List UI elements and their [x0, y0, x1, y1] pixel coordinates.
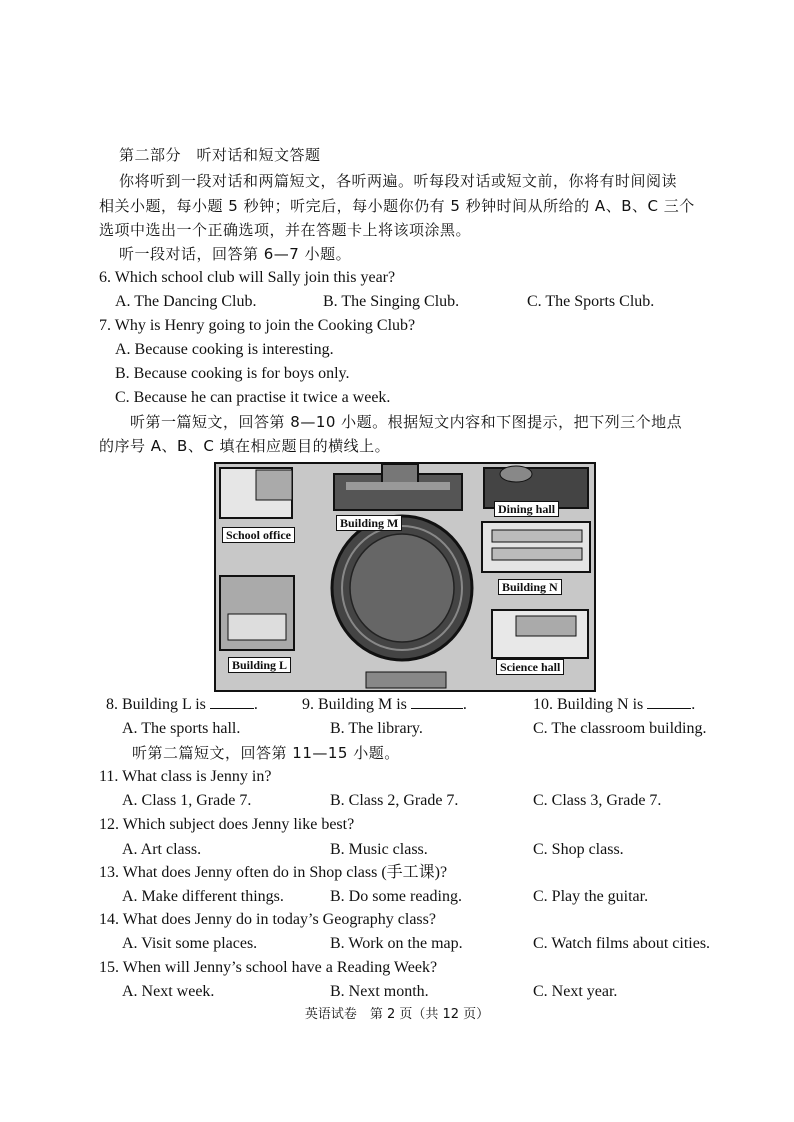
question-10-blank[interactable]	[647, 696, 691, 709]
q13-option-a: A. Make different things.	[122, 888, 284, 905]
q12-option-b: B. Music class.	[330, 841, 428, 858]
question-11: 11. What class is Jenny in?	[99, 768, 272, 785]
q13-option-b: B. Do some reading.	[330, 888, 462, 905]
map-label-building-n: Building N	[498, 579, 562, 595]
question-10-text: 10. Building N is	[533, 696, 644, 713]
q15-option-c: C. Next year.	[533, 983, 618, 1000]
q12-option-c: C. Shop class.	[533, 841, 624, 858]
question-6: 6. Which school club will Sally join this year?	[99, 269, 396, 286]
question-13: 13. What does Jenny often do in Shop class (手工课)?	[99, 864, 448, 881]
q13-option-c: C. Play the guitar.	[533, 888, 649, 905]
instruction-line-2: 相关小题，每小题 5 秒钟；听完后，每小题你仍有 5 秒钟时间从所给的 A、B、C 三个	[99, 197, 695, 215]
section2-intro-2: 的序号 A、B、C 填在相应题目的横线上。	[99, 437, 391, 455]
question-8: 8. Building L is .	[106, 696, 258, 713]
q14-option-c: C. Watch films about cities.	[533, 935, 711, 952]
question-12: 12. Which subject does Jenny like best?	[99, 816, 355, 833]
q6-option-a: A. The Dancing Club.	[115, 293, 257, 310]
q14-option-b: B. Work on the map.	[330, 935, 463, 952]
campus-map	[214, 462, 596, 692]
q11-option-b: B. Class 2, Grade 7.	[330, 792, 459, 809]
map-label-school-office: School office	[222, 527, 295, 543]
section3-intro: 听第二篇短文，回答第 11—15 小题。	[132, 744, 400, 762]
question-9: 9. Building M is .	[302, 696, 467, 713]
instruction-line-1: 你将听到一段对话和两篇短文，各听两遍。听每段对话或短文前，你将有时间阅读	[119, 172, 678, 190]
q12-option-a: A. Art class.	[122, 841, 202, 858]
q15-option-b: B. Next month.	[330, 983, 429, 1000]
question-9-text: 9. Building M is	[302, 696, 407, 713]
question-8-text: 8. Building L is	[106, 696, 206, 713]
q6-option-c: C. The Sports Club.	[527, 293, 655, 310]
question-9-blank[interactable]	[411, 696, 463, 709]
map-label-science-hall: Science hall	[496, 659, 564, 675]
section2-intro-1: 听第一篇短文，回答第 8—10 小题。根据短文内容和下图提示，把下列三个地点	[130, 413, 683, 431]
question-10: 10. Building N is .	[533, 696, 696, 713]
page-footer: 英语试卷 第 2 页（共 12 页）	[304, 1007, 490, 1022]
question-14: 14. What does Jenny do in today’s Geography class?	[99, 911, 436, 928]
section1-intro: 听一段对话，回答第 6—7 小题。	[119, 245, 352, 263]
question-8-blank[interactable]	[210, 696, 254, 709]
q8-10-option-c: C. The classroom building.	[533, 720, 707, 737]
q6-option-b: B. The Singing Club.	[323, 293, 460, 310]
q15-option-a: A. Next week.	[122, 983, 215, 1000]
part-heading: 第二部分 听对话和短文答题	[119, 146, 321, 164]
map-label-building-l: Building L	[228, 657, 291, 673]
map-label-dining-hall: Dining hall	[494, 501, 559, 517]
q7-option-c: C. Because he can practise it twice a week.	[115, 389, 391, 406]
q14-option-a: A. Visit some places.	[122, 935, 258, 952]
q7-option-a: A. Because cooking is interesting.	[115, 341, 334, 358]
q7-option-b: B. Because cooking is for boys only.	[115, 365, 350, 382]
q11-option-a: A. Class 1, Grade 7.	[122, 792, 252, 809]
q8-10-option-b: B. The library.	[330, 720, 423, 737]
question-7: 7. Why is Henry going to join the Cooking Club?	[99, 317, 416, 334]
map-label-building-m: Building M	[336, 515, 402, 531]
instruction-line-3: 选项中选出一个正确选项，并在答题卡上将该项涂黑。	[99, 221, 472, 239]
q11-option-c: C. Class 3, Grade 7.	[533, 792, 662, 809]
q8-10-option-a: A. The sports hall.	[122, 720, 241, 737]
question-15: 15. When will Jenny’s school have a Reading Week?	[99, 959, 438, 976]
